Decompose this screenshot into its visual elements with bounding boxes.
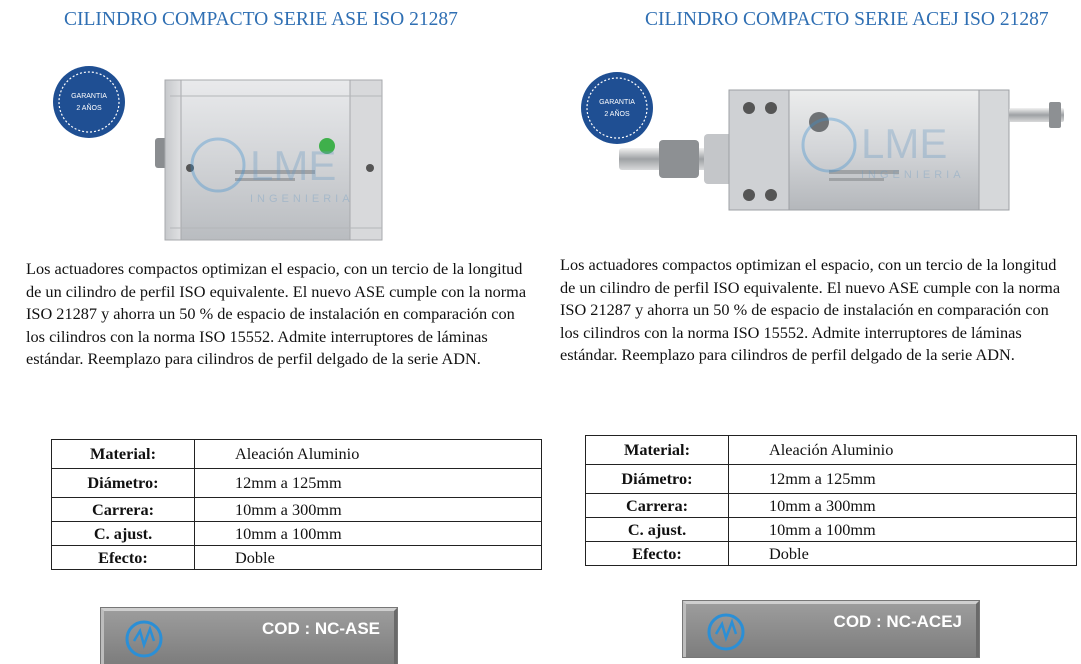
spec-label: Material: bbox=[52, 440, 195, 469]
product-code-box bbox=[101, 608, 397, 664]
product-title: CILINDRO COMPACTO SERIE ASE ISO 21287 bbox=[64, 9, 458, 30]
svg-text:INGENIERIA: INGENIERIA bbox=[861, 169, 965, 181]
spec-label: C. ajust. bbox=[586, 518, 729, 542]
spec-value: Doble bbox=[195, 546, 542, 570]
spec-value: 10mm a 300mm bbox=[729, 494, 1077, 518]
table-row bbox=[52, 522, 542, 546]
product-code: COD : NC-ASE bbox=[261, 619, 380, 638]
table-row bbox=[586, 436, 1077, 465]
svg-text:INGENIERIA: INGENIERIA bbox=[250, 193, 354, 205]
svg-text:GARANTIA: GARANTIA bbox=[71, 93, 107, 100]
table-row bbox=[52, 440, 542, 469]
warranty-badge-icon bbox=[53, 66, 125, 138]
spec-value: Aleación Aluminio bbox=[729, 436, 1077, 465]
table-row bbox=[52, 498, 542, 522]
product-code: COD : NC-ACEJ bbox=[833, 612, 962, 631]
product-description: Los actuadores compactos optimizan el espacio, con un tercio de la longitud de un cilindro de perfil ISO equivalente. El nuevo ASE cumple con la norma ISO 21287 y ahorra un 50 % de espacio de instalación en comparación con los cilindros con la norma ISO 15552. Admite interruptores de láminas estándar. Reemplazo para cilindros de perfil delgado de la serie ADN. bbox=[26, 259, 527, 369]
spec-value: 10mm a 300mm bbox=[195, 498, 542, 522]
product-acej bbox=[545, 0, 1081, 664]
table-row bbox=[52, 469, 542, 498]
spec-label: Diámetro: bbox=[52, 469, 195, 498]
spec-value: Doble bbox=[729, 542, 1077, 566]
spec-label: Carrera: bbox=[52, 498, 195, 522]
spec-label: Efecto: bbox=[52, 546, 195, 570]
table-row bbox=[586, 542, 1077, 566]
svg-text:GARANTIA: GARANTIA bbox=[599, 99, 635, 106]
product-title: CILINDRO COMPACTO SERIE ACEJ ISO 21287 bbox=[645, 9, 1049, 30]
warranty-badge-icon bbox=[581, 72, 653, 144]
table-row bbox=[586, 518, 1077, 542]
specs-table bbox=[51, 439, 542, 570]
product-image-acej bbox=[579, 60, 1069, 235]
table-row bbox=[586, 494, 1077, 518]
svg-text:LME: LME bbox=[861, 120, 948, 167]
table-row bbox=[586, 465, 1077, 494]
spec-value: 10mm a 100mm bbox=[729, 518, 1077, 542]
svg-text:LME: LME bbox=[250, 142, 337, 189]
spec-label: Material: bbox=[586, 436, 729, 465]
spec-label: Efecto: bbox=[586, 542, 729, 566]
spec-value: 12mm a 125mm bbox=[195, 469, 542, 498]
svg-text:2 AÑOS: 2 AÑOS bbox=[604, 111, 630, 118]
brand-logo-icon bbox=[124, 619, 168, 659]
spec-value: 10mm a 100mm bbox=[195, 522, 542, 546]
spec-value: 12mm a 125mm bbox=[729, 465, 1077, 494]
product-code-box bbox=[683, 601, 979, 657]
brand-logo-icon bbox=[706, 612, 750, 652]
specs-table bbox=[585, 435, 1077, 566]
spec-label: Diámetro: bbox=[586, 465, 729, 494]
product-image-ase bbox=[50, 60, 390, 248]
spec-label: Carrera: bbox=[586, 494, 729, 518]
svg-text:2 AÑOS: 2 AÑOS bbox=[76, 105, 102, 112]
spec-value: Aleación Aluminio bbox=[195, 440, 542, 469]
product-description: Los actuadores compactos optimizan el espacio, con un tercio de la longitud de un cilindro de perfil ISO equivalente. El nuevo ASE cumple con la norma ISO 21287 y ahorra un 50 % de espacio de instalación en comparación con los cilindros con la norma ISO 15552. Admite interruptores de láminas estándar. Reemplazo para cilindros de perfil delgado de la serie ADN. bbox=[560, 255, 1061, 365]
table-row bbox=[52, 546, 542, 570]
spec-label: C. ajust. bbox=[52, 522, 195, 546]
